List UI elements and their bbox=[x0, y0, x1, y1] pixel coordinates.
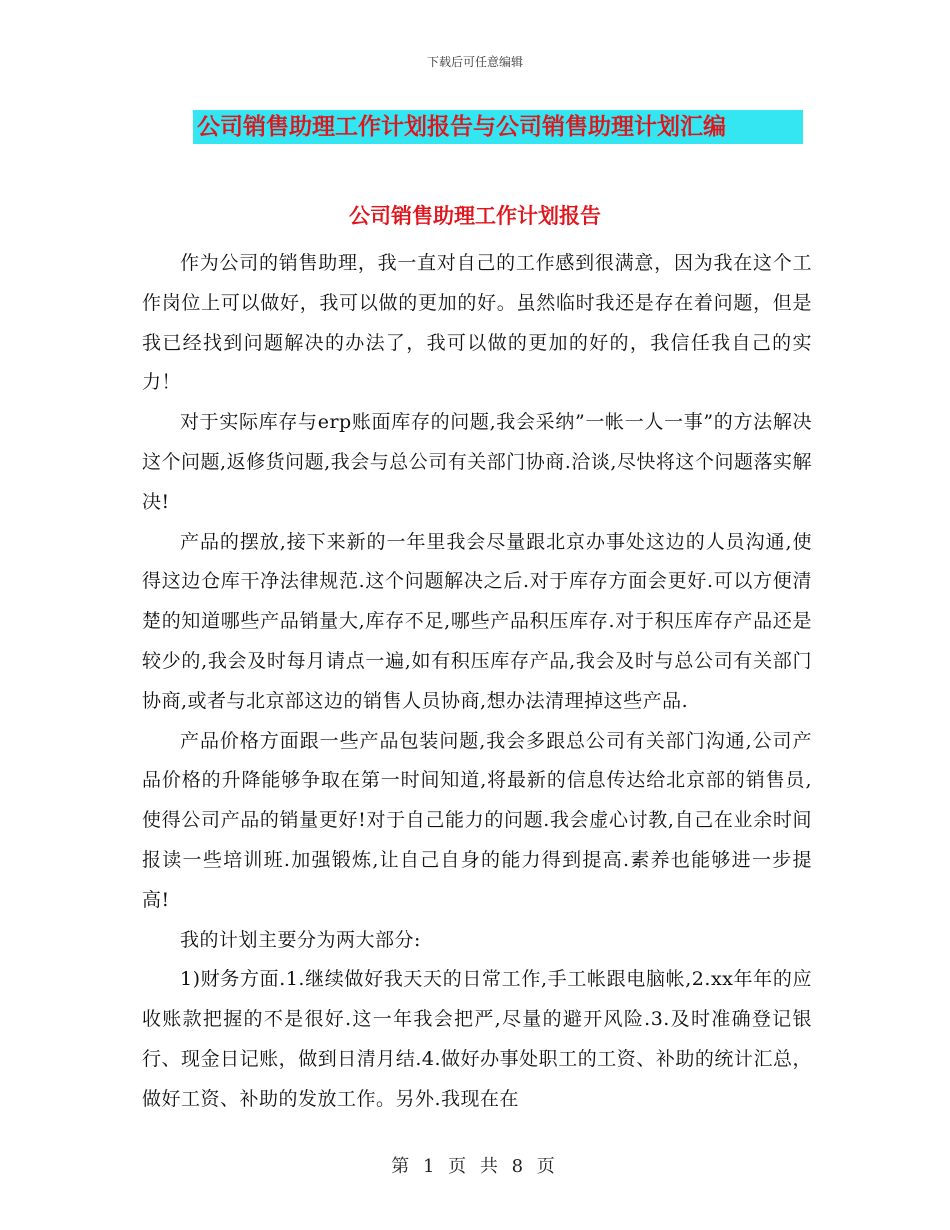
page-footer: 第 1 页 共 8 页 bbox=[391, 1156, 559, 1177]
paragraph: 产品价格方面跟一些产品包装问题,我会多跟总公司有关部门沟通,公司产品价格的升降能够争取在第一时间知道,将最新的信息传达给北京部的销售员,使得公司产品的销量更好!对于自己能力的问题.我会虚心讨教,自己在业余时间报读一些培训班.加强锻炼,让自己自身的能力得到提高.素养也能够进一步提高! bbox=[142, 729, 812, 911]
main-title: 公司销售助理工作计划报告与公司销售助理计划汇编 bbox=[193, 110, 803, 144]
paragraph: 我的计划主要分为两大部分: bbox=[180, 928, 421, 951]
paragraph: 1)财务方面.1.继续做好我天天的日常工作,手工帐跟电脑帐,2.xx年年的应收账款把握的不是很好.这一年我会把严,尽量的避开风险.3.及时准确登记银行、现金日记账，做到日清月结.4.做好办事处职工的工资、补助的统计汇总，做好工资、补助的发放工作。另外.我现在在 bbox=[142, 968, 812, 1110]
paragraph: 对于实际库存与erp账面库存的问题,我会采纳”一帐一人一事”的方法解决这个问题,返修货问题,我会与总公司有关部门协商.洽谈,尽快将这个问题落实解决! bbox=[142, 411, 812, 513]
paragraph: 产品的摆放,接下来新的一年里我会尽量跟北京办事处这边的人员沟通,使得这边仓库干净法律规范.这个问题解决之后.对于库存方面会更好.可以方便清楚的知道哪些产品销量大,库存不足,哪些产品积压库存.对于积压库存产品还是较少的,我会及时每月请点一遍,如有积压库存产品,我会及时与总公司有关部门协商,或者与北京部这边的销售人员协商,想办法清理掉这些产品. bbox=[142, 530, 812, 712]
section-title: 公司销售助理工作计划报告 bbox=[349, 204, 601, 228]
document-body bbox=[142, 244, 812, 1120]
header-note: 下载后可任意编辑 bbox=[426, 55, 523, 69]
paragraph: 作为公司的销售助理，我一直对自己的工作感到很满意，因为我在这个工作岗位上可以做好，我可以做的更加的好。虽然临时我还是存在着问题，但是我已经找到问题解决的办法了，我可以做的更加的好的，我信任我自己的实力！ bbox=[142, 252, 812, 394]
